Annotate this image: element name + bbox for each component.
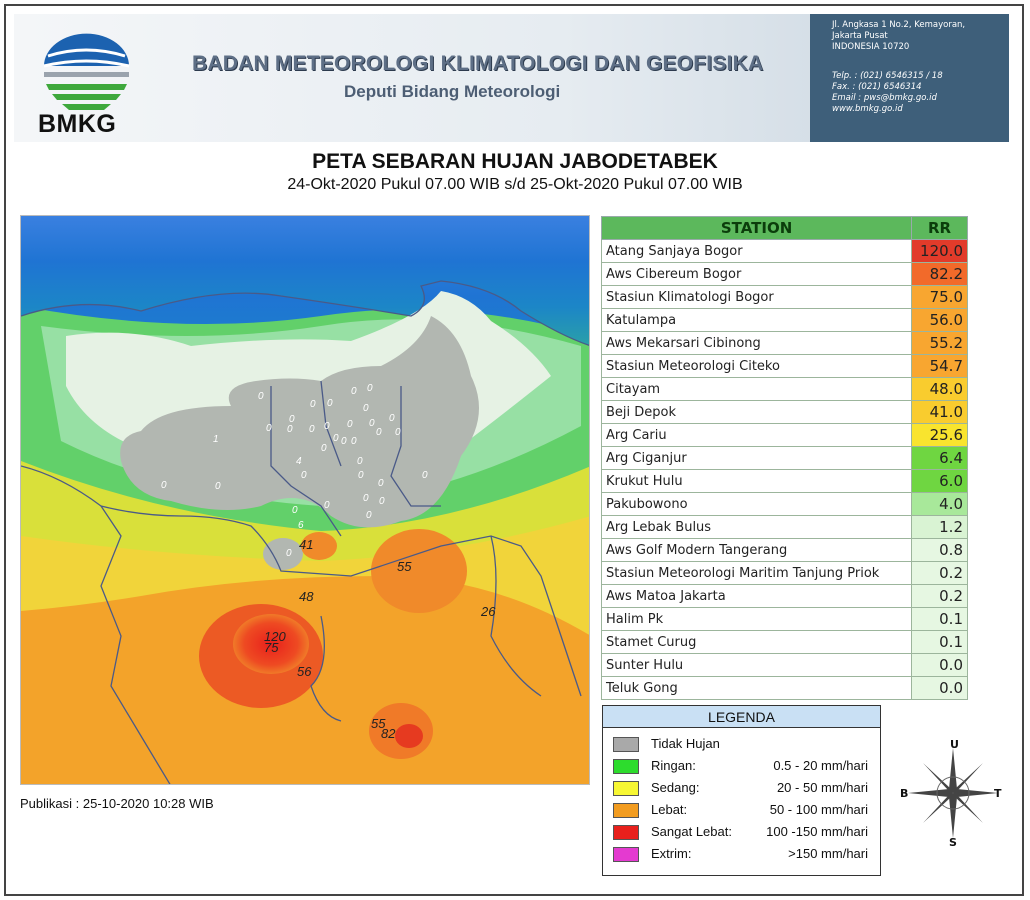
value-label-55: 55: [397, 559, 412, 574]
legend-swatch: [613, 759, 639, 774]
value-label-75: 75: [264, 640, 279, 655]
rainfall-map-svg: [21, 216, 590, 785]
value-label-6: 6: [298, 520, 304, 531]
station-table-body: [602, 240, 968, 700]
value-label-120: 120: [264, 629, 286, 644]
zero-value-label: 0: [341, 436, 347, 447]
fax-line: Fax. : (021) 6546314: [832, 82, 922, 92]
station-name-cell: Stasiun Klimatologi Bogor: [602, 286, 912, 309]
telp-line: Telp. : (021) 6546315 / 18: [832, 71, 943, 81]
value-label-41: 41: [299, 537, 314, 552]
rainfall-value-cell: 0.0: [912, 654, 968, 677]
zero-value-label: 0: [310, 399, 316, 410]
column-header-station: STATION: [602, 217, 912, 240]
station-name-cell: Stamet Curug: [602, 631, 912, 654]
no-rain-patch: [263, 538, 303, 570]
value-label-48: 48: [299, 589, 314, 604]
legend-range: 100 -150 mm/hari: [766, 824, 868, 839]
legend-swatch: [613, 847, 639, 862]
zero-value-label: 0: [324, 421, 330, 432]
station-table: [601, 216, 968, 700]
legend-swatch: [613, 781, 639, 796]
station-name-cell: Teluk Gong: [602, 677, 912, 700]
station-name-cell: Arg Cariu: [602, 424, 912, 447]
zero-value-label: 0: [324, 500, 330, 511]
compass-rose-icon: [898, 738, 1008, 848]
zero-value-label: 0: [395, 427, 401, 438]
zero-value-label: 0: [287, 424, 293, 435]
compass-south: S: [949, 836, 957, 848]
table-row: [602, 539, 968, 562]
rainfall-value-cell: 55.2: [912, 332, 968, 355]
station-name-cell: Beji Depok: [602, 401, 912, 424]
zero-value-label: 0: [289, 414, 295, 425]
zero-value-label: 0: [376, 427, 382, 438]
rainfall-value-cell: 75.0: [912, 286, 968, 309]
station-name-cell: Citayam: [602, 378, 912, 401]
compass-east: T: [994, 787, 1002, 800]
table-row: [602, 401, 968, 424]
zero-value-label: 0: [357, 456, 363, 467]
address-line: Jakarta Pusat: [832, 31, 888, 41]
rainfall-value-cell: 0.0: [912, 677, 968, 700]
compass-star-icon: [908, 748, 998, 838]
column-header-rr: RR: [912, 217, 968, 240]
rainfall-value-cell: 120.0: [912, 240, 968, 263]
legend-label: Sedang:: [651, 780, 700, 795]
zero-value-label: 0: [351, 386, 357, 397]
station-name-cell: Krukut Hulu: [602, 470, 912, 493]
zero-value-label: 0: [215, 481, 221, 492]
value-label-55b: 55: [371, 716, 386, 731]
station-name-cell: Aws Cibereum Bogor: [602, 263, 912, 286]
zero-value-label: 0: [366, 510, 372, 521]
heavy-rain-area-cariu: [371, 529, 467, 613]
table-row: [602, 608, 968, 631]
map-title: PETA SEBARAN HUJAN JABODETABEK: [312, 150, 718, 173]
zero-value-label: 0: [369, 418, 375, 429]
address-line: Jl. Angkasa 1 No.2, Kemayoran,: [832, 20, 966, 30]
legend-range: 20 - 50 mm/hari: [776, 780, 868, 795]
station-name-cell: Aws Golf Modern Tangerang: [602, 539, 912, 562]
table-row: [602, 585, 968, 608]
station-name-cell: Halim Pk: [602, 608, 912, 631]
rainfall-value-cell: 0.2: [912, 585, 968, 608]
zero-value-label: 0: [309, 424, 315, 435]
table-row: [602, 562, 968, 585]
rainfall-value-cell: 25.6: [912, 424, 968, 447]
station-name-cell: Katulampa: [602, 309, 912, 332]
zero-value-label: 0: [363, 403, 369, 414]
rainfall-value-cell: 54.7: [912, 355, 968, 378]
table-row: [602, 654, 968, 677]
zero-value-label: 0: [286, 548, 292, 559]
logo-text: BMKG: [38, 110, 117, 138]
legend-label: Extrim:: [651, 846, 692, 861]
table-row: [602, 493, 968, 516]
table-row: [602, 677, 968, 700]
value-label-1: 1: [213, 434, 219, 445]
table-row: [602, 355, 968, 378]
legend-label: Sangat Lebat:: [651, 824, 732, 839]
rainfall-value-cell: 48.0: [912, 378, 968, 401]
zero-value-label: 0: [292, 505, 298, 516]
rainfall-value-cell: 82.2: [912, 263, 968, 286]
table-row: [602, 516, 968, 539]
zero-value-label: 0: [258, 391, 264, 402]
table-row: [602, 263, 968, 286]
agency-department: Deputi Bidang Meteorologi: [344, 82, 561, 101]
legend-range: 50 - 100 mm/hari: [769, 802, 868, 817]
header-banner: [14, 14, 1009, 142]
station-name-cell: Pakubowono: [602, 493, 912, 516]
website-line: www.bmkg.go.id: [832, 104, 903, 114]
station-name-cell: Aws Mekarsari Cibinong: [602, 332, 912, 355]
table-row: [602, 424, 968, 447]
legend-swatch: [613, 737, 639, 752]
station-name-cell: Atang Sanjaya Bogor: [602, 240, 912, 263]
station-name-cell: Aws Matoa Jakarta: [602, 585, 912, 608]
value-label-82: 82: [381, 726, 396, 741]
value-label-26: 26: [481, 604, 496, 619]
contact-box: [810, 14, 1009, 142]
rainfall-value-cell: 56.0: [912, 309, 968, 332]
legend-range: >150 mm/hari: [788, 846, 868, 861]
zero-value-label: 0: [367, 383, 373, 394]
value-label-4: 4: [296, 456, 302, 467]
map-subtitle: 24-Okt-2020 Pukul 07.00 WIB s/d 25-Okt-2020 Pukul 07.00 WIB: [287, 176, 743, 193]
rainfall-value-cell: 4.0: [912, 493, 968, 516]
rainfall-map: [20, 215, 590, 785]
table-header-row: [602, 217, 968, 240]
rainfall-value-cell: 0.1: [912, 631, 968, 654]
station-name-cell: Sunter Hulu: [602, 654, 912, 677]
rainfall-value-cell: 1.2: [912, 516, 968, 539]
zero-value-label: 0: [347, 419, 353, 430]
rainfall-value-cell: 41.0: [912, 401, 968, 424]
zero-value-label: 0: [351, 436, 357, 447]
table-row: [602, 332, 968, 355]
table-row: [602, 286, 968, 309]
rainfall-value-cell: 0.2: [912, 562, 968, 585]
publication-date: Publikasi : 25-10-2020 10:28 WIB: [20, 796, 214, 811]
zero-value-label: 0: [389, 413, 395, 424]
zero-value-label: 0: [327, 398, 333, 409]
zero-value-label: 0: [266, 423, 272, 434]
station-name-cell: Arg Ciganjur: [602, 447, 912, 470]
rainfall-value-cell: 6.0: [912, 470, 968, 493]
table-row: [602, 631, 968, 654]
zero-value-label: 0: [358, 470, 364, 481]
compass-west: B: [900, 787, 909, 800]
compass-north: U: [950, 738, 959, 751]
legend-label: Tidak Hujan: [651, 736, 720, 751]
zero-value-label: 0: [333, 433, 339, 444]
legend-label: Ringan:: [651, 758, 696, 773]
legend-swatch: [613, 825, 639, 840]
zero-value-label: 0: [301, 470, 307, 481]
address-line: INDONESIA 10720: [832, 42, 910, 52]
legend-range: 0.5 - 20 mm/hari: [773, 758, 868, 773]
rainfall-value-cell: 0.1: [912, 608, 968, 631]
table-row: [602, 240, 968, 263]
table-row: [602, 470, 968, 493]
zero-value-label: 0: [378, 478, 384, 489]
legend-label: Lebat:: [651, 802, 688, 817]
zero-value-label: 0: [363, 493, 369, 504]
legend-title: LEGENDA: [603, 706, 880, 728]
station-name-cell: Arg Lebak Bulus: [602, 516, 912, 539]
station-name-cell: Stasiun Meteorologi Maritim Tanjung Priok: [602, 562, 912, 585]
legend-panel: [602, 705, 881, 876]
email-line: Email : pws@bmkg.go.id: [832, 93, 937, 103]
very-heavy-rain-area-citeko: [395, 724, 423, 748]
zero-value-label: 0: [422, 470, 428, 481]
zero-value-label: 0: [161, 480, 167, 491]
table-row: [602, 378, 968, 401]
station-name-cell: Stasiun Meteorologi Citeko: [602, 355, 912, 378]
agency-name: BADAN METEOROLOGI KLIMATOLOGI DAN GEOFISIKA: [192, 52, 764, 75]
legend-swatch: [613, 803, 639, 818]
zero-value-label: 0: [321, 443, 327, 454]
table-row: [602, 447, 968, 470]
rainfall-value-cell: 0.8: [912, 539, 968, 562]
zero-value-label: 0: [379, 496, 385, 507]
table-row: [602, 309, 968, 332]
rainfall-value-cell: 6.4: [912, 447, 968, 470]
value-label-56: 56: [297, 664, 312, 679]
